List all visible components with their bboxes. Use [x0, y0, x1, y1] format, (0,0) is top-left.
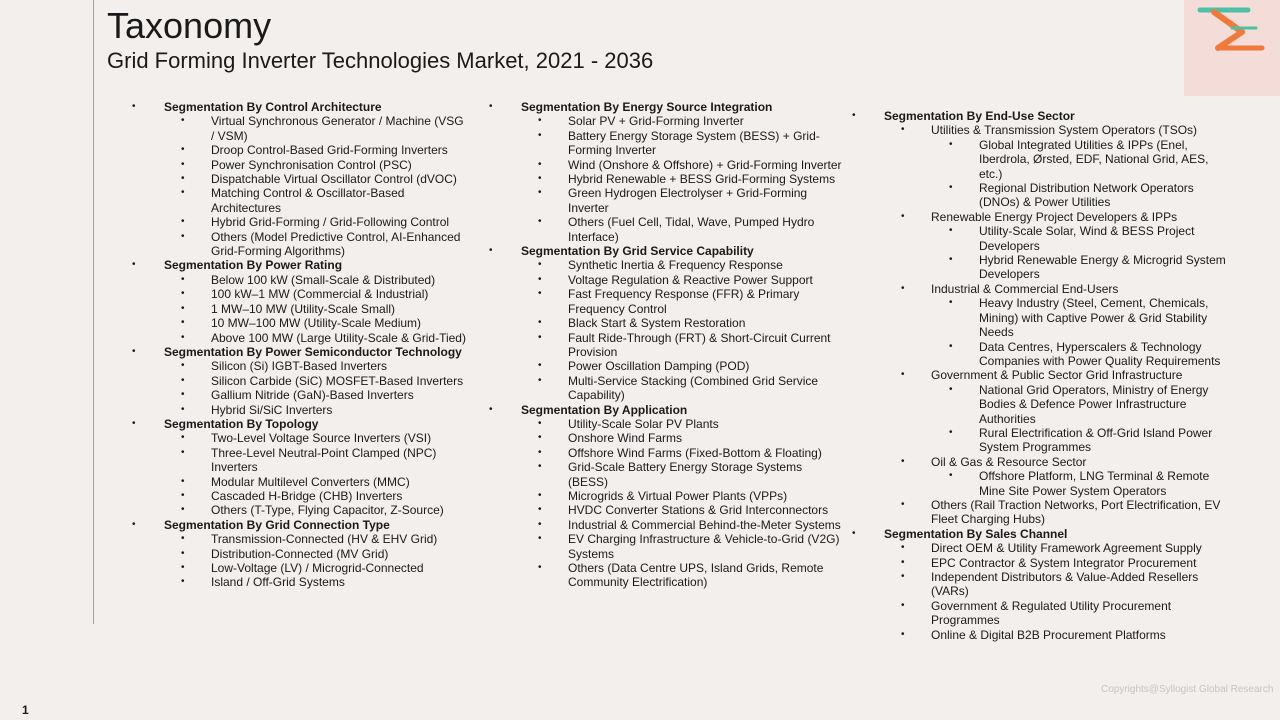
bullet-icon: • — [949, 254, 953, 266]
item-text: Voltage Regulation & Reactive Power Support — [568, 272, 813, 287]
segment-subitem — [850, 138, 1230, 181]
bullet-icon: • — [901, 282, 905, 294]
segment-subitem — [850, 469, 1230, 498]
item-text: Segmentation By Energy Source Integration — [521, 100, 773, 114]
item-text: Grid-Scale Battery Energy Storage Systems (BESS) — [568, 460, 803, 489]
segment-item — [487, 431, 842, 445]
bullet-icon: • — [538, 417, 542, 429]
bullet-icon: • — [181, 216, 185, 228]
bullet-icon: • — [132, 345, 136, 357]
segment-item — [130, 503, 470, 517]
segment-heading — [850, 527, 1230, 541]
segment-item — [487, 114, 842, 128]
segment-subitem — [850, 253, 1230, 282]
item-text: Microgrids & Virtual Power Plants (VPPs) — [568, 488, 788, 503]
segment-item — [130, 403, 470, 417]
item-text: Regional Distribution Network Operators (DNOs) & Power Utilities — [979, 181, 1194, 210]
item-text: Wind (Onshore & Offshore) + Grid-Forming Inverter — [568, 157, 842, 172]
segment-item — [850, 570, 1230, 599]
bullet-icon: • — [901, 599, 905, 611]
segment-heading — [487, 100, 842, 114]
bullet-icon: • — [852, 110, 856, 121]
segment-item — [487, 287, 842, 316]
item-text: Heavy Industry (Steel, Cement, Chemicals, Mining) with Captive Power & Grid Stability Needs — [979, 296, 1209, 340]
bullet-icon: • — [538, 129, 542, 141]
item-text: Green Hydrogen Electrolyser + Grid-Forming Inverter — [568, 186, 808, 215]
bullet-icon: • — [181, 432, 185, 444]
segment-subitem — [850, 181, 1230, 210]
item-text: Silicon Carbide (SiC) MOSFET-Based Inverters — [211, 373, 464, 388]
item-text: Three-Level Neutral-Point Clamped (NPC) Inverters — [211, 445, 437, 475]
bullet-icon: • — [181, 446, 185, 458]
segment-heading — [130, 100, 470, 114]
item-text: Transmission-Connected (HV & EHV Grid) — [211, 532, 438, 547]
segment-item — [850, 123, 1230, 137]
copyright-notice: Copyrights@Syllogist Global Research — [1101, 684, 1274, 695]
segment-item — [487, 273, 842, 287]
segment-item — [130, 489, 470, 503]
item-text: Two-Level Voltage Source Inverters (VSI) — [211, 431, 432, 446]
item-text: Utilities & Transmission System Operators (TSOs) — [931, 123, 1198, 138]
segment-item — [130, 215, 470, 229]
bullet-icon: • — [538, 273, 542, 285]
bullet-icon: • — [538, 187, 542, 199]
segment-item — [130, 388, 470, 402]
bullet-icon: • — [901, 628, 905, 640]
segment-item — [130, 186, 470, 215]
segment-item — [487, 518, 842, 532]
item-text: Data Centres, Hyperscalers & Technology Companies with Power Quality Requirements — [979, 339, 1221, 368]
item-text: Others (Model Predictive Control, AI-Enhanced Grid-Forming Algorithms) — [211, 229, 461, 259]
item-text: Direct OEM & Utility Framework Agreement Supply — [931, 541, 1202, 556]
bullet-icon: • — [949, 297, 953, 309]
item-text: 1 MW–10 MW (Utility-Scale Small) — [211, 301, 396, 316]
item-text: Dispatchable Virtual Oscillator Control (dVOC) — [211, 172, 457, 187]
bullet-icon: • — [181, 389, 185, 401]
bullet-icon: • — [538, 216, 542, 228]
item-text: Independent Distributors & Value-Added Resellers (VARs) — [931, 570, 1199, 599]
item-text: Segmentation By End-Use Sector — [884, 109, 1075, 123]
item-text: Fault Ride-Through (FRT) & Short-Circuit Current Provision — [568, 330, 831, 359]
bullet-icon: • — [949, 383, 953, 395]
bullet-icon: • — [901, 498, 905, 510]
bullet-icon: • — [538, 115, 542, 127]
item-text: 100 kW–1 MW (Commercial & Industrial) — [211, 287, 429, 302]
segment-item — [130, 446, 470, 475]
bullet-icon: • — [538, 446, 542, 458]
bullet-icon: • — [181, 562, 185, 573]
segment-item — [487, 532, 842, 561]
item-text: Distribution-Connected (MV Grid) — [211, 546, 389, 561]
segment-item — [130, 273, 470, 287]
bullet-icon: • — [949, 225, 953, 237]
item-text: Segmentation By Application — [521, 402, 688, 417]
segment-item — [487, 158, 842, 172]
syllogist-logo-icon — [1196, 4, 1268, 54]
item-text: Power Synchronisation Control (PSC) — [211, 157, 412, 172]
segment-item — [850, 498, 1230, 527]
segment-item — [130, 561, 470, 575]
page-number: 1 — [22, 703, 29, 717]
segment-item — [850, 541, 1230, 555]
segment-item — [130, 431, 470, 445]
segment-item — [130, 287, 470, 301]
segment-item — [487, 460, 842, 489]
bullet-icon: • — [949, 470, 953, 482]
item-text: Synthetic Inertia & Frequency Response — [568, 258, 783, 273]
item-text: Others (Data Centre UPS, Island Grids, Remote Community Electrification) — [568, 561, 824, 590]
segment-item — [850, 599, 1230, 628]
bullet-icon: • — [181, 533, 185, 545]
bullet-icon: • — [538, 331, 542, 343]
bullet-icon: • — [901, 210, 905, 222]
item-text: Others (Rail Traction Networks, Port Electrification, EV Fleet Charging Hubs) — [931, 497, 1221, 527]
segment-item — [487, 186, 842, 215]
item-text: Battery Energy Storage System (BESS) + Grid-Forming Inverter — [568, 128, 820, 158]
segment-heading — [850, 109, 1230, 123]
bullet-icon: • — [538, 259, 542, 271]
bullet-icon: • — [181, 489, 185, 501]
segment-heading — [130, 417, 470, 431]
item-text: Multi-Service Stacking (Combined Grid Service Capability) — [568, 373, 819, 403]
segment-item — [130, 359, 470, 373]
item-text: Others (T-Type, Flying Capacitor, Z-Source) — [211, 503, 444, 518]
segment-subitem — [850, 340, 1230, 369]
item-text: Droop Control-Based Grid-Forming Inverters — [211, 143, 448, 158]
item-text: Others (Fuel Cell, Tidal, Wave, Pumped Hydro Interface) — [568, 215, 815, 244]
taxonomy-column-2 — [487, 100, 842, 590]
bullet-icon: • — [181, 288, 185, 300]
segment-heading — [130, 345, 470, 359]
item-text: Offshore Platform, LNG Terminal & Remote Mine Site Power System Operators — [979, 469, 1210, 498]
segment-item — [130, 547, 470, 561]
item-text: Power Oscillation Damping (POD) — [568, 359, 750, 374]
bullet-icon: • — [901, 455, 905, 467]
bullet-icon: • — [132, 101, 136, 112]
item-text: Utility-Scale Solar PV Plants — [568, 416, 719, 431]
segment-item — [487, 331, 842, 360]
item-text: Onshore Wind Farms — [568, 431, 683, 446]
bullet-icon: • — [489, 403, 493, 415]
segment-item — [487, 359, 842, 373]
bullet-icon: • — [538, 489, 542, 501]
bullet-icon: • — [538, 562, 542, 573]
segment-item — [130, 172, 470, 186]
bullet-icon: • — [181, 360, 185, 372]
segment-item — [850, 368, 1230, 382]
segment-item — [130, 114, 470, 143]
page-title: Taxonomy — [107, 5, 272, 46]
item-text: Hybrid Renewable Energy & Microgrid System Developers — [979, 253, 1226, 282]
bullet-icon: • — [538, 317, 542, 329]
segment-item — [130, 158, 470, 172]
bullet-icon: • — [181, 173, 185, 185]
bullet-icon: • — [132, 259, 136, 271]
segment-item — [850, 282, 1230, 296]
item-text: National Grid Operators, Ministry of Energy Bodies & Defence Power Infrastructure Authorities — [979, 382, 1209, 426]
segment-subitem — [850, 296, 1230, 339]
segment-item — [130, 302, 470, 316]
bullet-icon: • — [181, 158, 185, 170]
bullet-icon: • — [949, 182, 953, 194]
bullet-icon: • — [538, 374, 542, 386]
accent-divider-line — [93, 0, 94, 624]
item-text: Segmentation By Power Rating — [164, 258, 343, 273]
bullet-icon: • — [901, 571, 905, 582]
bullet-icon: • — [181, 187, 185, 199]
item-text: Segmentation By Grid Connection Type — [164, 517, 390, 532]
bullet-icon: • — [949, 426, 953, 438]
item-text: Virtual Synchronous Generator / Machine (VSG / VSM) — [211, 114, 464, 143]
segment-item — [487, 417, 842, 431]
item-text: Island / Off-Grid Systems — [211, 575, 345, 590]
bullet-icon: • — [538, 288, 542, 300]
bullet-icon: • — [181, 317, 185, 329]
segment-item — [487, 316, 842, 330]
bullet-icon: • — [949, 340, 953, 352]
bullet-icon: • — [489, 101, 493, 112]
item-text: Modular Multilevel Converters (MMC) — [211, 474, 410, 489]
bullet-icon: • — [949, 138, 953, 150]
segment-item — [487, 258, 842, 272]
segment-heading — [130, 518, 470, 532]
page-subtitle: Grid Forming Inverter Technologies Market, 2021 - 2036 — [107, 48, 654, 73]
item-text: Government & Regulated Utility Procurement Programmes — [931, 598, 1172, 628]
segment-item — [130, 575, 470, 589]
bullet-icon: • — [132, 518, 136, 530]
bullet-icon: • — [538, 504, 542, 516]
bullet-icon: • — [538, 158, 542, 170]
item-text: Offshore Wind Farms (Fixed-Bottom & Floating) — [568, 445, 822, 460]
bullet-icon: • — [538, 360, 542, 372]
bullet-icon: • — [181, 144, 185, 156]
segment-heading — [130, 258, 470, 272]
item-text: Industrial & Commercial End-Users — [931, 281, 1119, 296]
bullet-icon: • — [181, 547, 185, 559]
segment-item — [130, 316, 470, 330]
item-text: Segmentation By Sales Channel — [884, 526, 1068, 541]
segment-item — [487, 129, 842, 158]
bullet-icon: • — [181, 115, 185, 127]
segment-item — [850, 628, 1230, 642]
segment-item — [130, 532, 470, 546]
taxonomy-column-1 — [130, 100, 470, 590]
bullet-icon: • — [132, 417, 136, 429]
item-text: Cascaded H-Bridge (CHB) Inverters — [211, 488, 403, 503]
item-text: Global Integrated Utilities & IPPs (Enel, Iberdrola, Ørsted, EDF, National Grid, AES, etc.) — [979, 137, 1209, 181]
segment-item — [130, 143, 470, 157]
segment-subitem — [850, 426, 1230, 455]
bullet-icon: • — [181, 374, 185, 386]
bullet-icon: • — [181, 302, 185, 314]
segment-item — [487, 374, 842, 403]
item-text: Rural Electrification & Off-Grid Island Power System Programmes — [979, 425, 1213, 455]
segment-item — [487, 489, 842, 503]
taxonomy-column-3 — [850, 109, 1230, 642]
bullet-icon: • — [181, 504, 185, 516]
bullet-icon: • — [489, 245, 493, 257]
item-text: Government & Public Sector Grid Infrastructure — [931, 368, 1183, 383]
bullet-icon: • — [181, 331, 185, 343]
segment-subitem — [850, 224, 1230, 253]
bullet-icon: • — [181, 273, 185, 285]
item-text: Matching Control & Oscillator-Based Architectures — [211, 186, 405, 215]
item-text: Hybrid Renewable + BESS Grid-Forming Systems — [568, 172, 836, 187]
segment-item — [850, 455, 1230, 469]
item-text: Segmentation By Topology — [164, 416, 319, 431]
item-text: HVDC Converter Stations & Grid Interconnectors — [568, 503, 829, 518]
item-text: Below 100 kW (Small-Scale & Distributed) — [211, 272, 436, 287]
bullet-icon: • — [181, 475, 185, 487]
bullet-icon: • — [181, 576, 185, 588]
item-text: EPC Contractor & System Integrator Procurement — [931, 555, 1197, 570]
item-text: Online & Digital B2B Procurement Platforms — [931, 627, 1166, 642]
bullet-icon: • — [901, 556, 905, 568]
item-text: EV Charging Infrastructure & Vehicle-to-Grid (V2G) Systems — [568, 532, 840, 561]
bullet-icon: • — [901, 369, 905, 381]
item-text: Industrial & Commercial Behind-the-Meter Systems — [568, 517, 841, 532]
segment-item — [850, 210, 1230, 224]
segment-heading — [487, 244, 842, 258]
segment-item — [850, 556, 1230, 570]
segment-item — [487, 446, 842, 460]
item-text: Above 100 MW (Large Utility-Scale & Grid-Tied) — [211, 330, 466, 345]
item-text: 10 MW–100 MW (Utility-Scale Medium) — [211, 316, 422, 331]
segment-item — [487, 172, 842, 186]
item-text: Black Start & System Restoration — [568, 316, 746, 331]
segment-item — [487, 215, 842, 244]
segment-item — [130, 475, 470, 489]
segment-item — [130, 374, 470, 388]
item-text: Segmentation By Control Architecture — [164, 100, 382, 114]
bullet-icon: • — [852, 527, 856, 539]
bullet-icon: • — [538, 533, 542, 545]
item-text: Hybrid Grid-Forming / Grid-Following Control — [211, 215, 450, 230]
segment-item — [487, 561, 842, 590]
segment-subitem — [850, 383, 1230, 426]
item-text: Renewable Energy Project Developers & IPPs — [931, 209, 1178, 224]
segment-item — [487, 503, 842, 517]
item-text: Solar PV + Grid-Forming Inverter — [568, 114, 744, 129]
segment-heading — [487, 403, 842, 417]
item-text: Utility-Scale Solar, Wind & BESS Project Developers — [979, 224, 1195, 253]
item-text: Fast Frequency Response (FFR) & Primary Frequency Control — [568, 287, 800, 316]
segment-item — [130, 331, 470, 345]
bullet-icon: • — [181, 403, 185, 415]
bullet-icon: • — [538, 518, 542, 530]
segment-item — [130, 230, 470, 259]
bullet-icon: • — [901, 542, 905, 554]
item-text: Silicon (Si) IGBT-Based Inverters — [211, 359, 388, 374]
bullet-icon: • — [181, 230, 185, 242]
item-text: Oil & Gas & Resource Sector — [931, 454, 1087, 469]
item-text: Low-Voltage (LV) / Microgrid-Connected — [211, 561, 424, 575]
logo-box — [1184, 0, 1280, 96]
bullet-icon: • — [538, 461, 542, 473]
bullet-icon: • — [538, 432, 542, 444]
item-text: Segmentation By Grid Service Capability — [521, 244, 754, 259]
item-text: Hybrid Si/SiC Inverters — [211, 402, 333, 417]
bullet-icon: • — [538, 173, 542, 185]
item-text: Segmentation By Power Semiconductor Technology — [164, 344, 462, 359]
item-text: Gallium Nitride (GaN)-Based Inverters — [211, 388, 414, 403]
bullet-icon: • — [901, 124, 905, 136]
